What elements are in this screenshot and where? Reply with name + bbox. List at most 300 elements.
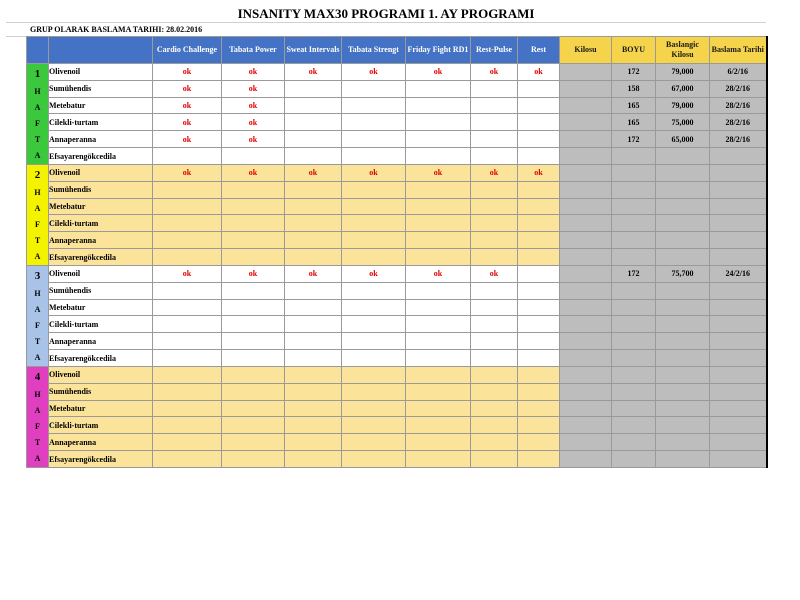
start-date-cell[interactable] <box>710 451 767 468</box>
participant-name[interactable]: Olivenoil <box>49 367 153 384</box>
start-weight-cell[interactable] <box>656 181 710 198</box>
participant-name[interactable]: Cilekli-turtam <box>49 215 153 232</box>
participant-name[interactable]: Cilekli-turtam <box>49 114 153 131</box>
participant-name[interactable]: Metebatur <box>49 198 153 215</box>
boyu-cell[interactable] <box>612 148 656 165</box>
workout-cell[interactable] <box>518 282 560 299</box>
start-date-cell[interactable] <box>710 350 767 367</box>
boyu-cell[interactable]: 165 <box>612 114 656 131</box>
workout-cell[interactable]: ok <box>153 97 222 114</box>
start-weight-cell[interactable] <box>656 400 710 417</box>
kilosu-cell[interactable] <box>560 282 612 299</box>
start-date-cell[interactable] <box>710 165 767 182</box>
boyu-cell[interactable] <box>612 367 656 384</box>
workout-cell[interactable] <box>518 451 560 468</box>
header-kilosu[interactable]: Kilosu <box>560 37 612 64</box>
participant-name[interactable]: Efsayarengökcedila <box>49 350 153 367</box>
workout-cell[interactable]: ok <box>153 114 222 131</box>
workout-cell[interactable] <box>518 400 560 417</box>
workout-cell[interactable] <box>342 80 406 97</box>
boyu-cell[interactable] <box>612 299 656 316</box>
workout-cell[interactable] <box>222 198 285 215</box>
workout-cell[interactable] <box>342 451 406 468</box>
week-letter: A <box>34 405 41 415</box>
start-weight-cell[interactable] <box>656 333 710 350</box>
workout-cell[interactable] <box>342 181 406 198</box>
workout-cell[interactable] <box>471 434 518 451</box>
boyu-cell[interactable] <box>612 215 656 232</box>
kilosu-cell[interactable] <box>560 299 612 316</box>
workout-cell[interactable] <box>342 148 406 165</box>
workout-cell[interactable] <box>285 383 342 400</box>
participant-name[interactable]: Sumühendis <box>49 383 153 400</box>
start-weight-cell[interactable] <box>656 249 710 266</box>
workout-cell[interactable] <box>518 198 560 215</box>
kilosu-cell[interactable] <box>560 367 612 384</box>
boyu-cell[interactable] <box>612 417 656 434</box>
start-weight-cell[interactable]: 79,000 <box>656 97 710 114</box>
workout-cell[interactable] <box>406 282 471 299</box>
workout-cell[interactable] <box>342 131 406 148</box>
workout-cell[interactable] <box>406 80 471 97</box>
start-weight-cell[interactable] <box>656 299 710 316</box>
workout-cell[interactable] <box>285 249 342 266</box>
workout-cell[interactable]: ok <box>342 165 406 182</box>
workout-cell[interactable] <box>153 181 222 198</box>
workout-cell[interactable] <box>285 451 342 468</box>
start-date-cell[interactable] <box>710 282 767 299</box>
workout-cell[interactable] <box>406 417 471 434</box>
workout-cell[interactable] <box>222 383 285 400</box>
workout-cell[interactable] <box>406 299 471 316</box>
workout-cell[interactable] <box>518 383 560 400</box>
workout-cell[interactable] <box>285 232 342 249</box>
workout-cell[interactable] <box>342 383 406 400</box>
workout-cell[interactable]: ok <box>222 266 285 283</box>
workout-cell[interactable] <box>285 367 342 384</box>
workout-cell[interactable] <box>471 198 518 215</box>
workout-cell[interactable] <box>285 131 342 148</box>
workout-cell[interactable]: ok <box>153 266 222 283</box>
workout-cell[interactable] <box>153 299 222 316</box>
start-date-cell[interactable]: 6/2/16 <box>710 64 767 81</box>
workout-cell[interactable] <box>285 417 342 434</box>
workout-cell[interactable]: ok <box>406 64 471 81</box>
workout-cell[interactable] <box>518 333 560 350</box>
workout-cell[interactable] <box>471 417 518 434</box>
header-tabata-strength[interactable]: Tabata Strengt <box>342 37 406 64</box>
start-date-cell[interactable] <box>710 316 767 333</box>
kilosu-cell[interactable] <box>560 350 612 367</box>
kilosu-cell[interactable] <box>560 451 612 468</box>
start-date-cell[interactable]: 28/2/16 <box>710 131 767 148</box>
kilosu-cell[interactable] <box>560 97 612 114</box>
kilosu-cell[interactable] <box>560 215 612 232</box>
workout-cell[interactable] <box>406 232 471 249</box>
boyu-cell[interactable]: 172 <box>612 64 656 81</box>
start-date-cell[interactable] <box>710 434 767 451</box>
participant-name[interactable]: Metebatur <box>49 400 153 417</box>
kilosu-cell[interactable] <box>560 316 612 333</box>
workout-cell[interactable]: ok <box>406 165 471 182</box>
workout-cell[interactable] <box>518 97 560 114</box>
workout-cell[interactable]: ok <box>222 97 285 114</box>
header-tabata-power[interactable]: Tabata Power <box>222 37 285 64</box>
start-date-cell[interactable] <box>710 232 767 249</box>
start-weight-cell[interactable] <box>656 232 710 249</box>
workout-cell[interactable] <box>518 181 560 198</box>
workout-cell[interactable] <box>471 367 518 384</box>
participant-name[interactable]: Annaperanna <box>49 131 153 148</box>
header-sweat-intervals[interactable]: Sweat Intervals <box>285 37 342 64</box>
workout-cell[interactable] <box>222 350 285 367</box>
workout-cell[interactable] <box>518 316 560 333</box>
workout-cell[interactable] <box>471 350 518 367</box>
boyu-cell[interactable] <box>612 333 656 350</box>
start-weight-cell[interactable] <box>656 148 710 165</box>
kilosu-cell[interactable] <box>560 434 612 451</box>
workout-cell[interactable] <box>285 299 342 316</box>
workout-cell[interactable] <box>285 333 342 350</box>
workout-cell[interactable] <box>518 131 560 148</box>
workout-cell[interactable] <box>342 232 406 249</box>
workout-cell[interactable] <box>471 249 518 266</box>
workout-cell[interactable] <box>222 299 285 316</box>
workout-cell[interactable] <box>222 215 285 232</box>
workout-cell[interactable] <box>406 451 471 468</box>
workout-cell[interactable] <box>153 215 222 232</box>
workout-cell[interactable] <box>285 198 342 215</box>
boyu-cell[interactable] <box>612 249 656 266</box>
kilosu-cell[interactable] <box>560 148 612 165</box>
start-date-cell[interactable]: 24/2/16 <box>710 266 767 283</box>
kilosu-cell[interactable] <box>560 198 612 215</box>
workout-cell[interactable] <box>342 417 406 434</box>
workout-cell[interactable] <box>222 367 285 384</box>
workout-cell[interactable]: ok <box>153 165 222 182</box>
workout-cell[interactable] <box>342 198 406 215</box>
workout-cell[interactable] <box>518 434 560 451</box>
start-date-cell[interactable]: 28/2/16 <box>710 80 767 97</box>
workout-cell[interactable] <box>518 367 560 384</box>
workout-cell[interactable]: ok <box>222 165 285 182</box>
workout-cell[interactable] <box>285 400 342 417</box>
kilosu-cell[interactable] <box>560 417 612 434</box>
workout-cell[interactable] <box>471 80 518 97</box>
workout-cell[interactable] <box>285 215 342 232</box>
workout-cell[interactable] <box>406 434 471 451</box>
workout-cell[interactable] <box>342 114 406 131</box>
workout-cell[interactable]: ok <box>518 165 560 182</box>
kilosu-cell[interactable] <box>560 249 612 266</box>
start-weight-cell[interactable] <box>656 198 710 215</box>
workout-cell[interactable] <box>471 181 518 198</box>
workout-cell[interactable] <box>471 232 518 249</box>
workout-cell[interactable] <box>153 451 222 468</box>
workout-cell[interactable]: ok <box>222 114 285 131</box>
boyu-cell[interactable] <box>612 165 656 182</box>
participant-name[interactable]: Metebatur <box>49 299 153 316</box>
workout-cell[interactable] <box>518 417 560 434</box>
boyu-cell[interactable]: 165 <box>612 97 656 114</box>
workout-cell[interactable] <box>153 282 222 299</box>
start-weight-cell[interactable] <box>656 434 710 451</box>
start-weight-cell[interactable]: 75,000 <box>656 114 710 131</box>
workout-cell[interactable] <box>285 114 342 131</box>
header-baslangic-kilosu[interactable]: Baslangic Kilosu <box>656 37 710 64</box>
start-weight-cell[interactable] <box>656 383 710 400</box>
workout-cell[interactable] <box>406 181 471 198</box>
kilosu-cell[interactable] <box>560 131 612 148</box>
participant-name[interactable]: Sumühendis <box>49 80 153 97</box>
workout-cell[interactable] <box>518 249 560 266</box>
workout-cell[interactable] <box>153 148 222 165</box>
workout-cell[interactable] <box>518 114 560 131</box>
workout-cell[interactable] <box>153 316 222 333</box>
workout-cell[interactable] <box>285 80 342 97</box>
boyu-cell[interactable]: 172 <box>612 266 656 283</box>
workout-cell[interactable] <box>518 266 560 283</box>
workout-cell[interactable] <box>342 97 406 114</box>
workout-cell[interactable] <box>471 299 518 316</box>
workout-cell[interactable] <box>406 114 471 131</box>
workout-cell[interactable] <box>153 249 222 266</box>
workout-cell[interactable] <box>222 282 285 299</box>
start-date-cell[interactable] <box>710 299 767 316</box>
workout-cell[interactable] <box>518 299 560 316</box>
workout-cell[interactable] <box>342 333 406 350</box>
workout-cell[interactable] <box>342 434 406 451</box>
start-date-cell[interactable] <box>710 198 767 215</box>
start-weight-cell[interactable] <box>656 350 710 367</box>
workout-cell[interactable] <box>471 148 518 165</box>
participant-name[interactable]: Cilekli-turtam <box>49 417 153 434</box>
workout-cell[interactable]: ok <box>518 64 560 81</box>
workout-cell[interactable] <box>342 282 406 299</box>
workout-cell[interactable] <box>471 114 518 131</box>
boyu-cell[interactable]: 172 <box>612 131 656 148</box>
workout-cell[interactable] <box>153 434 222 451</box>
kilosu-cell[interactable] <box>560 114 612 131</box>
workout-cell[interactable] <box>342 367 406 384</box>
workout-cell[interactable]: ok <box>153 131 222 148</box>
workout-cell[interactable] <box>285 282 342 299</box>
workout-cell[interactable] <box>285 148 342 165</box>
boyu-cell[interactable] <box>612 316 656 333</box>
start-weight-cell[interactable] <box>656 215 710 232</box>
workout-cell[interactable] <box>518 232 560 249</box>
workout-cell[interactable]: ok <box>153 80 222 97</box>
start-date-cell[interactable] <box>710 215 767 232</box>
start-weight-cell[interactable]: 67,000 <box>656 80 710 97</box>
start-weight-cell[interactable]: 75,700 <box>656 266 710 283</box>
boyu-cell[interactable] <box>612 198 656 215</box>
workout-cell[interactable] <box>285 97 342 114</box>
workout-cell[interactable] <box>342 400 406 417</box>
workout-cell[interactable] <box>471 97 518 114</box>
workout-cell[interactable] <box>518 350 560 367</box>
participant-name[interactable]: Efsayarengökcedila <box>49 451 153 468</box>
start-date-cell[interactable]: 28/2/16 <box>710 97 767 114</box>
participant-name[interactable]: Annaperanna <box>49 434 153 451</box>
workout-cell[interactable] <box>518 148 560 165</box>
start-date-cell[interactable] <box>710 181 767 198</box>
start-weight-cell[interactable] <box>656 451 710 468</box>
workout-cell[interactable] <box>406 367 471 384</box>
workout-cell[interactable]: ok <box>471 165 518 182</box>
start-weight-cell[interactable] <box>656 316 710 333</box>
workout-cell[interactable] <box>342 350 406 367</box>
participant-name[interactable]: Annaperanna <box>49 232 153 249</box>
workout-cell[interactable] <box>471 215 518 232</box>
participant-name[interactable]: Olivenoil <box>49 266 153 283</box>
workout-cell[interactable] <box>153 198 222 215</box>
header-boyu[interactable]: BOYU <box>612 37 656 64</box>
workout-cell[interactable]: ok <box>471 64 518 81</box>
workout-cell[interactable] <box>518 215 560 232</box>
workout-cell[interactable]: ok <box>222 64 285 81</box>
start-date-cell[interactable]: 28/2/16 <box>710 114 767 131</box>
workout-cell[interactable] <box>285 181 342 198</box>
participant-name[interactable]: Cilekli-turtam <box>49 316 153 333</box>
workout-cell[interactable] <box>471 316 518 333</box>
workout-cell[interactable] <box>342 299 406 316</box>
workout-cell[interactable]: ok <box>153 64 222 81</box>
workout-cell[interactable] <box>406 148 471 165</box>
workout-cell[interactable] <box>342 249 406 266</box>
participant-name[interactable]: Metebatur <box>49 97 153 114</box>
workout-cell[interactable] <box>406 198 471 215</box>
start-date-cell[interactable] <box>710 417 767 434</box>
workout-cell[interactable] <box>406 383 471 400</box>
start-weight-cell[interactable] <box>656 282 710 299</box>
header-rest[interactable]: Rest <box>518 37 560 64</box>
boyu-cell[interactable] <box>612 232 656 249</box>
participant-name[interactable]: Annaperanna <box>49 333 153 350</box>
workout-cell[interactable]: ok <box>342 64 406 81</box>
workout-cell[interactable] <box>222 249 285 266</box>
workout-cell[interactable] <box>471 451 518 468</box>
kilosu-cell[interactable] <box>560 266 612 283</box>
workout-cell[interactable]: ok <box>471 266 518 283</box>
workout-cell[interactable]: ok <box>222 80 285 97</box>
start-weight-cell[interactable]: 79,000 <box>656 64 710 81</box>
workout-cell[interactable] <box>153 350 222 367</box>
workout-cell[interactable] <box>471 131 518 148</box>
workout-cell[interactable] <box>285 316 342 333</box>
workout-cell[interactable]: ok <box>406 266 471 283</box>
participant-name[interactable]: Sumühendis <box>49 181 153 198</box>
workout-cell[interactable] <box>406 350 471 367</box>
workout-cell[interactable] <box>342 215 406 232</box>
workout-cell[interactable] <box>406 97 471 114</box>
boyu-cell[interactable]: 158 <box>612 80 656 97</box>
workout-cell[interactable] <box>471 400 518 417</box>
workout-cell[interactable] <box>153 400 222 417</box>
workout-cell[interactable] <box>285 350 342 367</box>
participant-name[interactable]: Sumühendis <box>49 282 153 299</box>
header-baslama-tarihi[interactable]: Baslama Tarihi <box>710 37 767 64</box>
workout-cell[interactable] <box>406 131 471 148</box>
boyu-cell[interactable] <box>612 350 656 367</box>
kilosu-cell[interactable] <box>560 181 612 198</box>
kilosu-cell[interactable] <box>560 64 612 81</box>
workout-cell[interactable] <box>406 400 471 417</box>
workout-cell[interactable]: ok <box>342 266 406 283</box>
kilosu-cell[interactable] <box>560 80 612 97</box>
workout-cell[interactable] <box>153 383 222 400</box>
participant-name[interactable]: Efsayarengökcedila <box>49 148 153 165</box>
start-date-cell[interactable] <box>710 148 767 165</box>
workout-cell[interactable]: ok <box>285 165 342 182</box>
workout-cell[interactable] <box>285 434 342 451</box>
workout-cell[interactable] <box>406 249 471 266</box>
workout-cell[interactable] <box>153 367 222 384</box>
start-date-cell[interactable] <box>710 367 767 384</box>
start-date-cell[interactable] <box>710 333 767 350</box>
workout-cell[interactable] <box>471 282 518 299</box>
boyu-cell[interactable] <box>612 400 656 417</box>
kilosu-cell[interactable] <box>560 165 612 182</box>
boyu-cell[interactable] <box>612 282 656 299</box>
workout-cell[interactable] <box>222 400 285 417</box>
start-date-cell[interactable] <box>710 383 767 400</box>
workout-cell[interactable] <box>222 434 285 451</box>
header-cardio-challenge[interactable]: Cardio Challenge <box>153 37 222 64</box>
workout-cell[interactable] <box>222 316 285 333</box>
start-date-cell[interactable] <box>710 400 767 417</box>
workout-cell[interactable] <box>153 417 222 434</box>
boyu-cell[interactable] <box>612 383 656 400</box>
workout-cell[interactable] <box>222 232 285 249</box>
header-friday-fight[interactable]: Friday Fight RD1 <box>406 37 471 64</box>
participant-name[interactable]: Olivenoil <box>49 64 153 81</box>
workout-cell[interactable] <box>471 383 518 400</box>
workout-cell[interactable] <box>222 181 285 198</box>
kilosu-cell[interactable] <box>560 383 612 400</box>
workout-cell[interactable] <box>406 215 471 232</box>
workout-cell[interactable] <box>222 417 285 434</box>
kilosu-cell[interactable] <box>560 333 612 350</box>
header-rest-pulse[interactable]: Rest-Pulse <box>471 37 518 64</box>
workout-cell[interactable] <box>518 80 560 97</box>
participant-name[interactable]: Efsayarengökcedila <box>49 249 153 266</box>
kilosu-cell[interactable] <box>560 400 612 417</box>
boyu-cell[interactable] <box>612 434 656 451</box>
start-date-cell[interactable] <box>710 249 767 266</box>
workout-cell[interactable] <box>222 148 285 165</box>
start-weight-cell[interactable] <box>656 417 710 434</box>
workout-cell[interactable] <box>153 333 222 350</box>
boyu-cell[interactable] <box>612 451 656 468</box>
workout-cell[interactable] <box>342 316 406 333</box>
workout-cell[interactable] <box>471 333 518 350</box>
workout-cell[interactable] <box>222 451 285 468</box>
start-weight-cell[interactable] <box>656 367 710 384</box>
boyu-cell[interactable] <box>612 181 656 198</box>
workout-cell[interactable]: ok <box>285 266 342 283</box>
workout-cell[interactable] <box>153 232 222 249</box>
participant-name[interactable]: Olivenoil <box>49 165 153 182</box>
workout-cell[interactable]: ok <box>222 131 285 148</box>
workout-cell[interactable]: ok <box>285 64 342 81</box>
workout-cell[interactable] <box>222 333 285 350</box>
start-weight-cell[interactable]: 65,000 <box>656 131 710 148</box>
workout-cell[interactable] <box>406 333 471 350</box>
workout-cell[interactable] <box>406 316 471 333</box>
start-weight-cell[interactable] <box>656 165 710 182</box>
kilosu-cell[interactable] <box>560 232 612 249</box>
